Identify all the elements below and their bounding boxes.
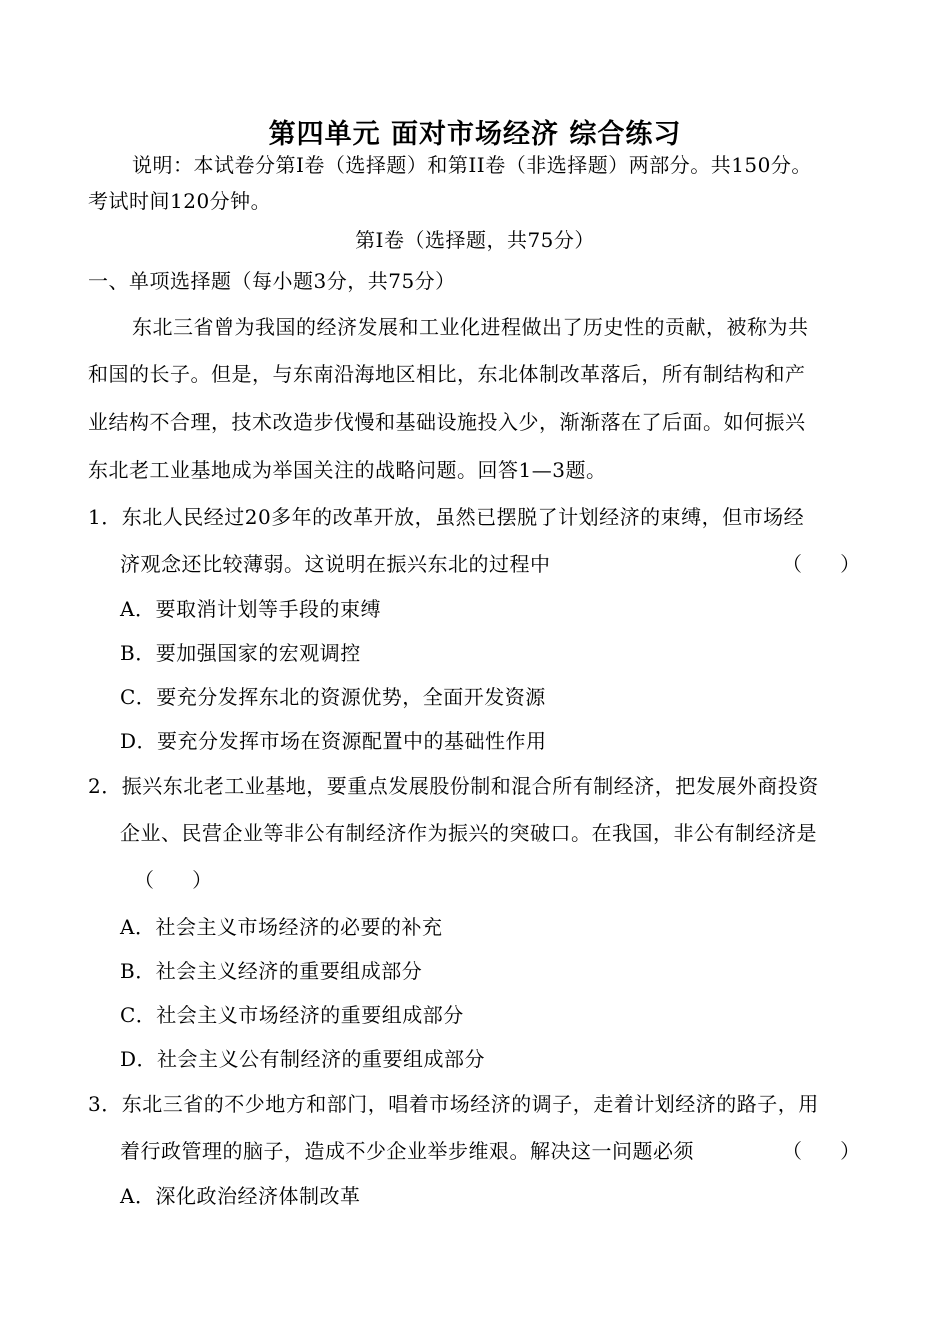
question-2-option-d: D．社会主义公有制经济的重要组成部分: [120, 1047, 486, 1071]
question-2-option-b: B．社会主义经济的重要组成部分: [120, 959, 423, 983]
section-title: 一、单项选择题（每小题3分，共75分）: [88, 269, 456, 293]
instructions-line-1: 说明：本试卷分第Ⅰ卷（选择题）和第II卷（非选择题）两部分。共150分。: [132, 153, 812, 177]
question-2-stem-cont: 企业、民营企业等非公有制经济作为振兴的突破口。在我国，非公有制经济是: [120, 821, 817, 845]
passage-line: 和国的长子。但是，与东南沿海地区相比，东北体制改革落后，所有制结构和产: [88, 362, 806, 386]
question-1-stem: 1．东北人民经过20多年的改革开放，虽然已摆脱了计划经济的束缚，但市场经: [88, 505, 805, 529]
question-1-stem-cont: 济观念还比较薄弱。这说明在振兴东北的过程中: [120, 552, 551, 576]
question-3-stem: 3．东北三省的不少地方和部门，唱着市场经济的调子，走着计划经济的路子，用: [88, 1092, 819, 1116]
question-2-option-a: A．社会主义市场经济的必要的补充: [120, 915, 443, 939]
passage-line: 东北老工业基地成为举国关注的战略问题。回答1—3题。: [88, 458, 607, 482]
passage-line: 东北三省曾为我国的经济发展和工业化进程做出了历史性的贡献，被称为共: [132, 315, 809, 339]
question-1-option-c: C．要充分发挥东北的资源优势，全面开发资源: [120, 685, 546, 709]
passage-line: 业结构不合理，技术改造步伐慢和基础设施投入少，渐渐落在了后面。如何振兴: [88, 410, 806, 434]
question-2-stem: 2．振兴东北老工业基地，要重点发展股份制和混合所有制经济，把发展外商投资: [88, 774, 819, 798]
question-3-answer-blank: （ ）: [782, 1139, 861, 1163]
question-3-stem-cont: 着行政管理的脑子，造成不少企业举步维艰。解决这一问题必须: [120, 1139, 694, 1163]
question-2-answer-blank: （ ）: [134, 868, 213, 892]
part-heading: 第Ⅰ卷（选择题，共75分）: [355, 228, 595, 252]
question-2-option-c: C．社会主义市场经济的重要组成部分: [120, 1003, 464, 1027]
question-1-option-d: D．要充分发挥市场在资源配置中的基础性作用: [120, 729, 547, 753]
question-1-answer-blank: （ ）: [782, 552, 861, 576]
question-1-option-a: A．要取消计划等手段的束缚: [120, 597, 381, 621]
instructions-line-2: 考试时间120分钟。: [88, 189, 272, 213]
page-title: 第四单元 面对市场经济 综合练习: [268, 119, 682, 150]
question-1-option-b: B．要加强国家的宏观调控: [120, 641, 361, 665]
question-3-option-a: A．深化政治经济体制改革: [120, 1184, 361, 1208]
